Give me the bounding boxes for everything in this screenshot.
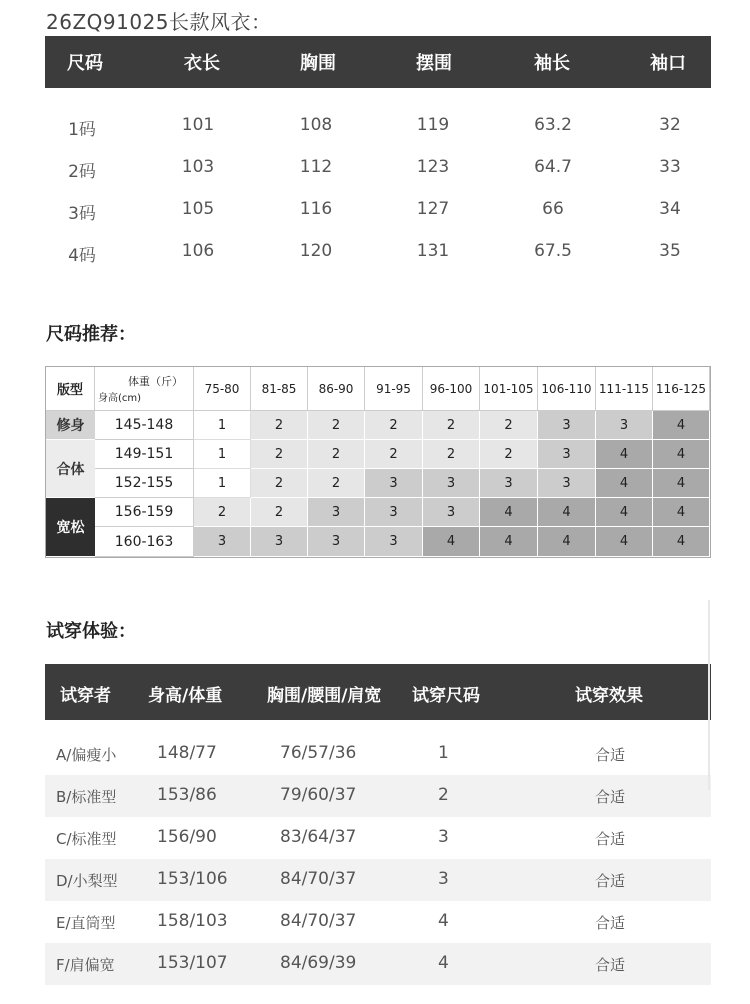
size-cell: 112	[299, 157, 333, 177]
size-recommend-grid	[45, 366, 711, 558]
recommend-cell: 4	[653, 411, 710, 440]
trial-cell: 3	[438, 869, 449, 889]
recommend-cell: 3	[308, 527, 365, 557]
size-cell: 66	[542, 199, 564, 219]
size-cell: 123	[416, 157, 450, 177]
recommend-cell: 2	[308, 440, 365, 469]
corner-weight-label: 体重（斤）	[128, 375, 183, 388]
recommend-cell: 2	[194, 498, 251, 527]
recommend-cell: 3	[308, 498, 365, 527]
trial-cell: 4	[438, 911, 449, 931]
recommend-cell: 2	[308, 469, 365, 498]
size-cell: 2码	[68, 162, 96, 182]
size-cell: 33	[659, 157, 681, 177]
weight-header: 86-90	[308, 367, 365, 411]
trial-cell: 83/64/37	[280, 827, 357, 847]
trial-cell: 合适	[595, 956, 626, 974]
recommend-cell: 2	[251, 411, 308, 440]
size-cell: 131	[416, 241, 450, 261]
recommend-cell: 3	[538, 440, 596, 469]
recommend-cell: 4	[480, 498, 538, 527]
size-cell: 64.7	[534, 157, 572, 177]
recommend-cell: 4	[596, 498, 653, 527]
height-header: 160-163	[95, 527, 194, 557]
trial-row	[45, 775, 711, 817]
size-cell: 1码	[68, 120, 96, 140]
trial-cell: 合适	[595, 914, 626, 932]
fit-label: 合体	[46, 440, 95, 498]
recommend-cell: 4	[538, 527, 596, 557]
trial-header-fit-effect: 试穿效果	[575, 686, 643, 706]
recommend-cell: 3	[251, 527, 308, 557]
weight-header: 116-125	[653, 367, 710, 411]
recommend-cell: 2	[365, 411, 423, 440]
recommend-cell: 2	[365, 440, 423, 469]
trial-cell: 84/70/37	[280, 911, 357, 931]
height-header: 145-148	[95, 411, 194, 440]
trial-cell: B/标准型	[56, 788, 117, 806]
weight-header: 96-100	[423, 367, 480, 411]
recommend-cell: 2	[251, 440, 308, 469]
scrollbar[interactable]	[708, 600, 710, 790]
trial-cell: F/肩偏宽	[56, 956, 115, 974]
size-header-cuff: 袖口	[650, 53, 686, 74]
trial-cell: 4	[438, 953, 449, 973]
size-cell: 127	[416, 199, 450, 219]
weight-header: 101-105	[480, 367, 538, 411]
recommend-cell: 4	[653, 527, 710, 557]
recommend-cell: 2	[423, 440, 480, 469]
weight-header: 106-110	[538, 367, 596, 411]
size-cell: 108	[299, 115, 333, 135]
recommend-cell: 2	[423, 411, 480, 440]
weight-header: 81-85	[251, 367, 308, 411]
trial-header-measurements: 胸围/腰围/肩宽	[267, 686, 382, 706]
size-header-chest: 胸围	[300, 53, 336, 74]
recommend-cell: 3	[365, 527, 423, 557]
size-header-hem: 摆围	[416, 53, 452, 74]
trial-row	[45, 733, 711, 775]
trial-row	[45, 859, 711, 901]
recommend-cell: 4	[596, 469, 653, 498]
recommend-cell: 4	[653, 498, 710, 527]
recommend-cell: 4	[653, 440, 710, 469]
fit-label: 宽松	[46, 498, 95, 557]
trial-cell: A/偏瘦小	[56, 746, 117, 764]
recommend-cell: 2	[480, 440, 538, 469]
trial-header-trial-size: 试穿尺码	[412, 686, 480, 706]
corner-height-label: 身高(cm)	[98, 393, 142, 404]
size-header-size: 尺码	[67, 53, 103, 74]
product-title: 26ZQ91025长款风衣：	[46, 10, 272, 34]
recommend-cell: 3	[365, 469, 423, 498]
size-cell: 101	[181, 115, 215, 135]
trial-header-height-weight: 身高/体重	[148, 686, 223, 706]
recommend-cell: 4	[596, 527, 653, 557]
recommend-cell: 2	[251, 498, 308, 527]
trial-cell: 156/90	[157, 827, 217, 847]
recommend-cell: 4	[596, 440, 653, 469]
weight-header: 111-115	[596, 367, 653, 411]
trial-cell: 158/103	[157, 911, 228, 931]
height-header: 152-155	[95, 469, 194, 498]
trial-cell: 合适	[595, 788, 626, 806]
trial-table-header	[45, 664, 711, 720]
size-cell: 67.5	[534, 241, 572, 261]
recommend-cell: 4	[538, 498, 596, 527]
trial-row	[45, 817, 711, 859]
trial-cell: 148/77	[157, 743, 217, 763]
size-cell: 35	[659, 241, 681, 261]
fit-label: 修身	[46, 411, 95, 440]
size-cell: 63.2	[534, 115, 572, 135]
size-cell: 32	[659, 115, 681, 135]
recommend-cell: 4	[653, 469, 710, 498]
trial-cell: 2	[438, 785, 449, 805]
recommend-cell: 3	[365, 498, 423, 527]
recommend-cell: 3	[538, 469, 596, 498]
trial-row	[45, 901, 711, 943]
weight-header: 75-80	[194, 367, 251, 411]
trial-cell: 153/106	[157, 869, 228, 889]
trial-title: 试穿体验：	[46, 621, 136, 642]
recommend-cell: 2	[308, 411, 365, 440]
trial-cell: 84/69/39	[280, 953, 357, 973]
height-header: 149-151	[95, 440, 194, 469]
recommend-cell: 4	[480, 527, 538, 557]
trial-cell: D/小梨型	[56, 872, 118, 890]
recommend-cell: 3	[596, 411, 653, 440]
recommend-cell: 3	[194, 527, 251, 557]
size-cell: 106	[181, 241, 215, 261]
size-cell: 103	[181, 157, 215, 177]
trial-cell: C/标准型	[56, 830, 117, 848]
trial-cell: 合适	[595, 830, 626, 848]
size-cell: 105	[181, 199, 215, 219]
size-cell: 116	[299, 199, 333, 219]
size-header-sleeve: 袖长	[534, 53, 570, 74]
height-header: 156-159	[95, 498, 194, 527]
trial-cell: 3	[438, 827, 449, 847]
recommend-title: 尺码推荐：	[46, 324, 136, 345]
weight-header: 91-95	[365, 367, 423, 411]
size-cell: 119	[416, 115, 450, 135]
size-cell: 4码	[68, 246, 96, 266]
trial-header-tester: 试穿者	[60, 686, 111, 706]
recommend-cell: 2	[480, 411, 538, 440]
size-cell: 120	[299, 241, 333, 261]
recommend-cell: 3	[423, 498, 480, 527]
trial-cell: 1	[438, 743, 449, 763]
trial-cell: 76/57/36	[280, 743, 357, 763]
size-header-length: 衣长	[184, 53, 220, 74]
recommend-cell: 1	[194, 469, 251, 498]
trial-cell: 153/86	[157, 785, 217, 805]
trial-cell: E/直筒型	[56, 914, 116, 932]
size-cell: 34	[659, 199, 681, 219]
recommend-cell: 4	[423, 527, 480, 557]
recommend-cell: 1	[194, 411, 251, 440]
trial-cell: 79/60/37	[280, 785, 357, 805]
size-cell: 3码	[68, 204, 96, 224]
recommend-cell: 3	[538, 411, 596, 440]
recommend-cell: 1	[194, 440, 251, 469]
recommend-cell: 3	[423, 469, 480, 498]
corner-fit-label: 版型	[46, 367, 95, 411]
recommend-cell: 2	[251, 469, 308, 498]
corner-weight-height	[95, 367, 194, 411]
trial-cell: 合适	[595, 746, 626, 764]
recommend-cell: 3	[480, 469, 538, 498]
trial-cell: 84/70/37	[280, 869, 357, 889]
trial-row	[45, 943, 711, 985]
trial-cell: 153/107	[157, 953, 228, 973]
size-table-header	[45, 36, 711, 88]
trial-cell: 合适	[595, 872, 626, 890]
